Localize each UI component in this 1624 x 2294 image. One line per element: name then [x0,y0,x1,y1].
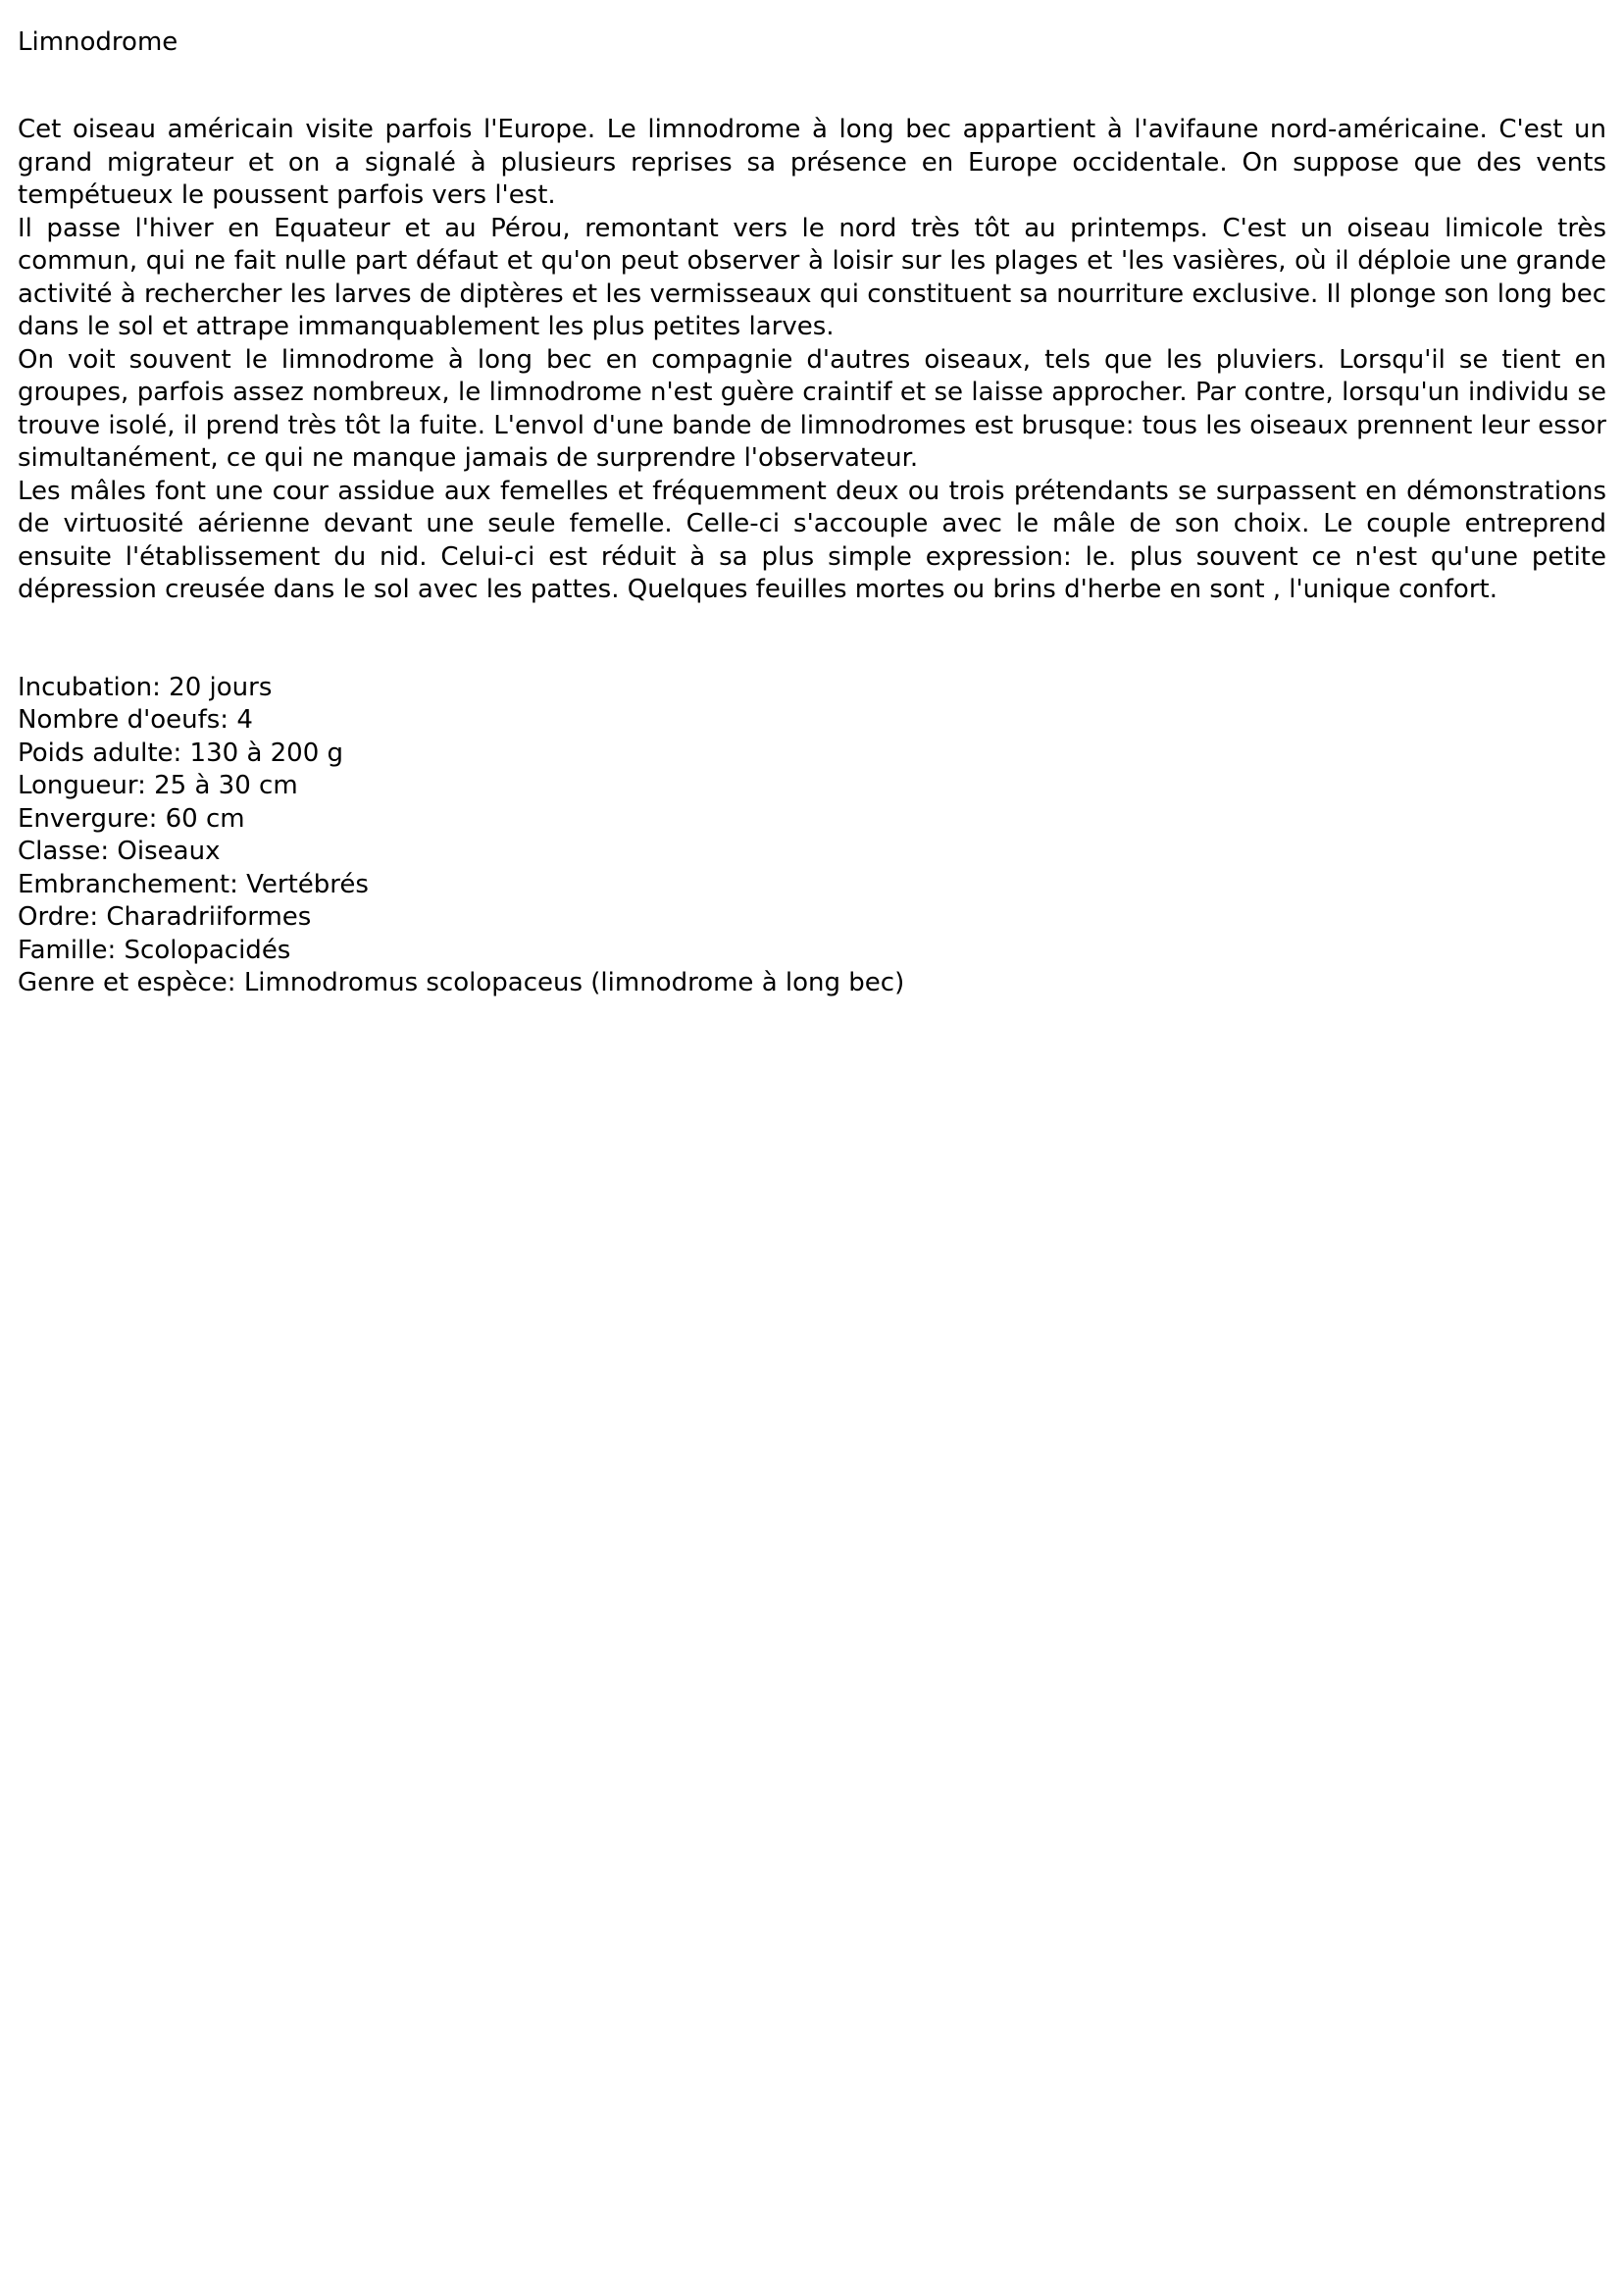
paragraph-reproduction: Les mâles font une cour assidue aux femelles et fréquemment deux ou trois prétendants se surpassent en démonstrations de virtuosité aérienne devant une seule femelle. Celle-ci s'accouple avec le mâle de son choix. Le couple entreprend ensuite l'établissement du nid. Celui-ci est réduit à sa plus simple expression: le. plus souvent ce n'est qu'une petite dépression creusée dans le sol avec les pattes. Quelques feuilles mortes ou brins d'herbe en sont , l'unique confort. [18,476,1606,604]
page-title: Limnodrome [18,27,178,57]
fact-incubation: Incubation: 20 jours [18,672,273,702]
fact-class: Classe: Oiseaux [18,837,221,866]
fact-sheet [18,672,1606,1000]
paragraph-intro: Cet oiseau américain visite parfois l'Europe. Le limnodrome à long bec appartient à l'avifaune nord-américaine. C'est un grand migrateur et on a signalé à plusieurs reprises sa présence en Europe occidentale. On suppose que des vents tempétueux le poussent parfois vers l'est. [18,115,1606,210]
fact-egg-count: Nombre d'oeufs: 4 [18,705,253,735]
fact-species: Genre et espèce: Limnodromus scolopaceus (limnodrome à long bec) [18,968,905,997]
fact-length: Longueur: 25 à 30 cm [18,771,298,800]
paragraph-behaviour: On voit souvent le limnodrome à long bec en compagnie d'autres oiseaux, tels que les pluviers. Lorsqu'il se tient en groupes, parfois assez nombreux, le limnodrome n'est guère craintif et se laisse approcher. Par contre, lorsqu'un individu se trouve isolé, il prend très tôt la fuite. L'envol d'une bande de limnodromes est brusque: tous les oiseaux prennent leur essor simultanément, ce qui ne manque jamais de surprendre l'observateur. [18,344,1606,473]
paragraph-habitat: Il passe l'hiver en Equateur et au Pérou, remontant vers le nord très tôt au printemps. C'est un oiseau limicole très commun, qui ne fait nulle part défaut et qu'on peut observer à loisir sur les plages et 'les vasières, où il déploie une grande activité à rechercher les larves de diptères et les vermisseaux qui constituent sa nourriture exclusive. Il plonge son long bec dans le sol et attrape immanquablement les plus petites larves. [18,213,1606,341]
article-body [18,114,1606,607]
fact-family: Famille: Scolopacidés [18,935,291,965]
document-page [18,25,1606,1000]
fact-adult-weight: Poids adulte: 130 à 200 g [18,738,344,768]
fact-phylum: Embranchement: Vertébrés [18,869,369,899]
fact-order: Ordre: Charadriiformes [18,902,312,932]
fact-wingspan: Envergure: 60 cm [18,803,245,834]
